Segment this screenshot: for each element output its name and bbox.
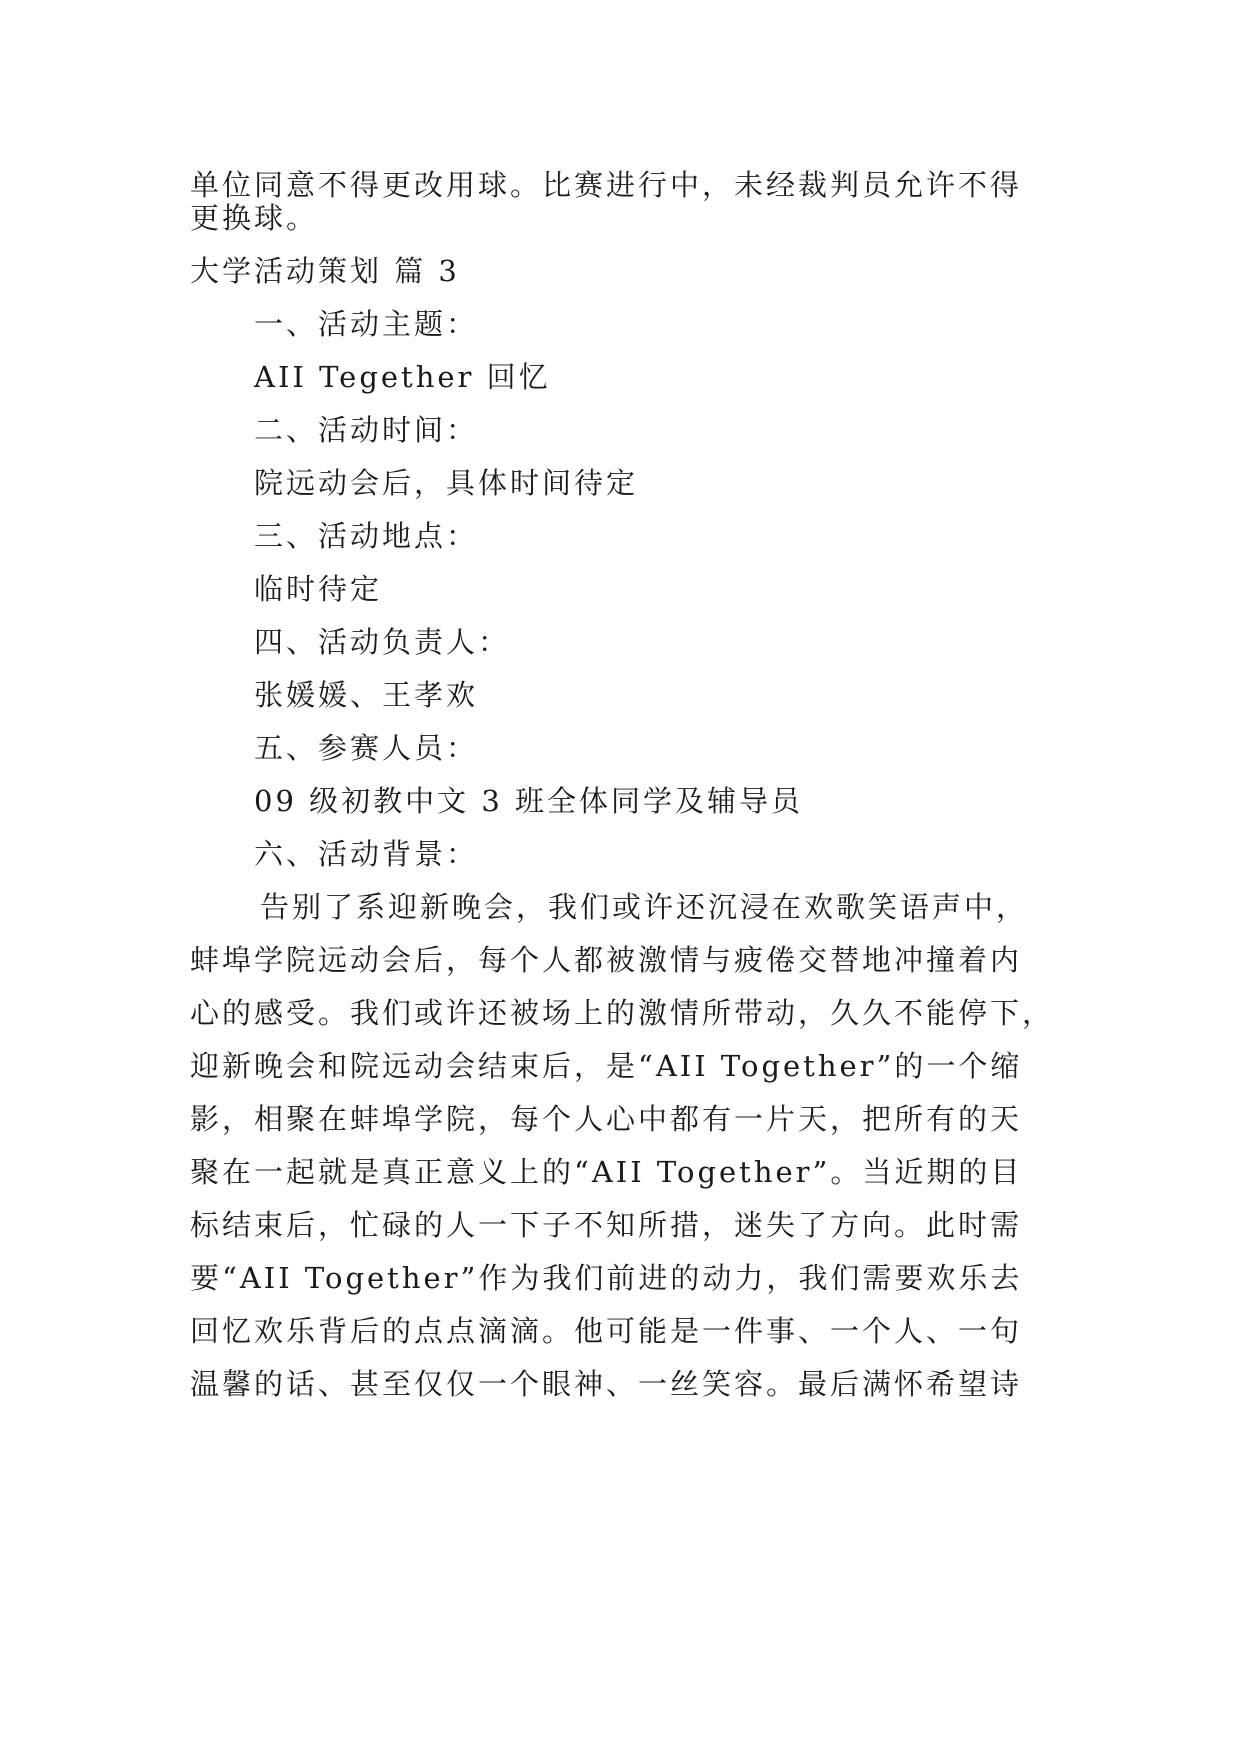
item-background-heading: 六、活动背景： bbox=[254, 837, 479, 871]
item-theme-value: AII Tegether 回忆 bbox=[254, 360, 551, 394]
background-line-6: 聚在一起就是真正意义上的“AII Together”。当近期的目 bbox=[190, 1155, 1023, 1189]
item-participants-heading: 五、参赛人员： bbox=[254, 731, 479, 765]
item-leader-value: 张媛媛、王孝欢 bbox=[254, 678, 479, 712]
background-line-9: 回忆欢乐背后的点点滴滴。他可能是一件事、一个人、一句 bbox=[190, 1314, 1023, 1348]
item-participants-value: 09 级初教中文 3 班全体同学及辅导员 bbox=[254, 784, 804, 818]
opening-line-1: 单位同意不得更改用球。比赛进行中，未经裁判员允许不得 bbox=[190, 168, 1023, 202]
opening-line-2: 更换球。 bbox=[190, 201, 319, 235]
background-line-10: 温馨的话、甚至仅仅一个眼神、一丝笑容。最后满怀希望诗 bbox=[190, 1367, 1023, 1401]
background-line-3: 心的感受。我们或许还被场上的激情所带动，久久不能停下， bbox=[190, 996, 1055, 1030]
section-title: 大学活动策划 篇 3 bbox=[190, 254, 460, 288]
item-location-value: 临时待定 bbox=[254, 572, 383, 606]
item-leader-heading: 四、活动负责人： bbox=[254, 625, 511, 659]
item-time-value: 院远动会后，具体时间待定 bbox=[254, 466, 639, 500]
background-line-4: 迎新晚会和院远动会结束后，是“AII Together”的一个缩 bbox=[190, 1049, 1023, 1083]
item-time-heading: 二、活动时间： bbox=[254, 413, 479, 447]
background-line-5: 影，相聚在蚌埠学院，每个人心中都有一片天，把所有的天 bbox=[190, 1102, 1023, 1136]
background-line-7: 标结束后，忙碌的人一下子不知所措，迷失了方向。此时需 bbox=[190, 1208, 1023, 1242]
background-line-8: 要“AII Together”作为我们前进的动力，我们需要欢乐去 bbox=[190, 1261, 1023, 1295]
item-theme-heading: 一、活动主题： bbox=[254, 307, 479, 341]
background-line-1: 告别了系迎新晚会，我们或许还沉浸在欢歌笑语声中， bbox=[260, 890, 1029, 924]
background-line-2: 蚌埠学院远动会后，每个人都被激情与疲倦交替地冲撞着内 bbox=[190, 943, 1023, 977]
item-location-heading: 三、活动地点： bbox=[254, 519, 479, 553]
